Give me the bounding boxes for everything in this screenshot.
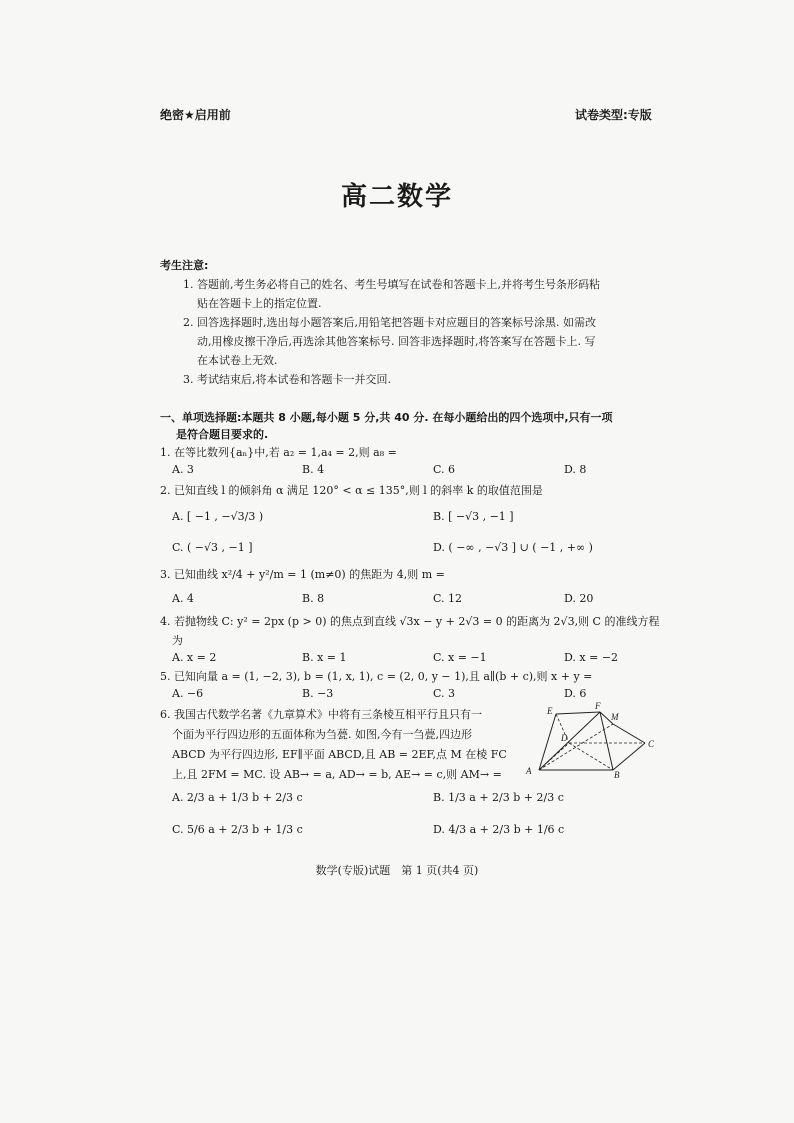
section-heading-line2: 是符合题目要求的. bbox=[176, 428, 269, 441]
question-3-option-c: C. 12 bbox=[433, 592, 463, 605]
figure-label-c: C bbox=[648, 739, 655, 749]
notice-heading: 考生注意: bbox=[160, 259, 209, 272]
figure-label-e: E bbox=[547, 706, 553, 716]
question-6-option-b: B. 1/3 a + 2/3 b + 2/3 c bbox=[433, 791, 564, 804]
question-6-option-d: D. 4/3 a + 2/3 b + 1/6 c bbox=[433, 823, 565, 836]
question-5-stem: 5. 已知向量 a = (1, −2, 3), b = (1, x, 1), c = (2, 0, y − 1),且 a∥(b + c),则 x + y = bbox=[160, 670, 593, 683]
notice-item-2b: 动,用橡皮擦干净后,再选涂其他答案标号. 回答非选择题时,将答案写在答题卡上. 写 bbox=[197, 335, 596, 348]
figure-label-a: A bbox=[526, 766, 532, 776]
notice-item-2c: 在本试卷上无效. bbox=[197, 354, 278, 367]
question-6-stem-line2: 个面为平行四边形的五面体称为刍甍. 如图,今有一刍甍,四边形 bbox=[172, 728, 472, 741]
question-3-stem: 3. 已知曲线 x²/4 + y²/m = 1 (m≠0) 的焦距为 4,则 m = bbox=[160, 568, 445, 581]
section-heading-line1: 一、单项选择题:本题共 8 小题,每小题 5 分,共 40 分. 在每小题给出的四个选项中,只有一项 bbox=[160, 411, 613, 424]
question-2-option-d: D. ( −∞ , −√3 ] ∪ ( −1 , +∞ ) bbox=[433, 541, 593, 554]
question-4-option-c: C. x = −1 bbox=[433, 651, 487, 664]
question-4-option-d: D. x = −2 bbox=[564, 651, 619, 664]
notice-item-2a: 2. 回答选择题时,选出每小题答案后,用铅笔把答题卡对应题目的答案标号涂黑. 如需改 bbox=[183, 316, 596, 329]
notice-item-3: 3. 考试结束后,将本试卷和答题卡一并交回. bbox=[183, 373, 391, 386]
question-2-option-b: B. [ −√3 , −1 ] bbox=[433, 510, 514, 523]
question-3-option-a: A. 4 bbox=[172, 592, 194, 605]
figure-label-m: M bbox=[611, 712, 619, 722]
figure-label-f: F bbox=[595, 701, 601, 711]
question-5-option-a: A. −6 bbox=[172, 687, 204, 700]
page-title: 高二数学 bbox=[340, 182, 453, 212]
question-2-stem: 2. 已知直线 l 的倾斜角 α 满足 120° < α ≤ 135°,则 l 的斜率 k 的取值范围是 bbox=[160, 484, 543, 497]
notice-item-1a: 1. 答题前,考生务必将自己的姓名、考生号填写在试卷和答题卡上,并将考生号条形码粘 bbox=[183, 278, 600, 291]
question-4-option-b: B. x = 1 bbox=[302, 651, 347, 664]
figure-label-b: B bbox=[614, 770, 620, 780]
question-1-option-a: A. 3 bbox=[172, 463, 194, 476]
question-4-stem: 4. 若抛物线 C: y² = 2px (p > 0) 的焦点到直线 √3x − y + 2√3 = 0 的距离为 2√3,则 C 的准线方程 bbox=[160, 615, 660, 628]
question-6-option-a: A. 2/3 a + 1/3 b + 2/3 c bbox=[172, 791, 303, 804]
notice-item-1b: 贴在答题卡上的指定位置. bbox=[197, 297, 322, 310]
question-6-stem-line3: ABCD 为平行四边形, EF∥平面 ABCD,且 AB = 2EF,点 M 在棱 FC bbox=[172, 748, 507, 761]
question-5-option-d: D. 6 bbox=[564, 687, 587, 700]
question-2-option-a: A. [ −1 , −√3/3 ) bbox=[172, 510, 264, 523]
page-footer: 数学(专版)试题 第 1 页(共4 页) bbox=[315, 864, 479, 877]
figure-label-d: D bbox=[561, 733, 568, 743]
question-4-stem-cont: 为 bbox=[172, 634, 183, 647]
question-1-option-d: D. 8 bbox=[564, 463, 587, 476]
question-2-option-c: C. ( −√3 , −1 ] bbox=[172, 541, 253, 554]
question-1-option-c: C. 6 bbox=[433, 463, 456, 476]
question-4-option-a: A. x = 2 bbox=[172, 651, 217, 664]
question-5-option-b: B. −3 bbox=[302, 687, 334, 700]
question-6-stem-line1: 6. 我国古代数学名著《九章算术》中将有三条棱互相平行且只有一 bbox=[160, 708, 482, 721]
confidential-label: 绝密★启用前 bbox=[160, 108, 231, 122]
question-3-option-d: D. 20 bbox=[564, 592, 594, 605]
question-1-stem: 1. 在等比数列{aₙ}中,若 a₂ = 1,a₄ = 2,则 a₈ = bbox=[160, 446, 397, 459]
question-1-option-b: B. 4 bbox=[302, 463, 325, 476]
chumeng-figure bbox=[525, 700, 660, 785]
question-3-option-b: B. 8 bbox=[302, 592, 325, 605]
question-6-option-c: C. 5/6 a + 2/3 b + 1/3 c bbox=[172, 823, 303, 836]
question-6-stem-line4: 上,且 2FM = MC. 设 AB→ = a, AD→ = b, AE→ = c,则 AM→ = bbox=[172, 768, 502, 781]
exam-type-label: 试卷类型:专版 bbox=[575, 108, 652, 122]
question-5-option-c: C. 3 bbox=[433, 687, 456, 700]
